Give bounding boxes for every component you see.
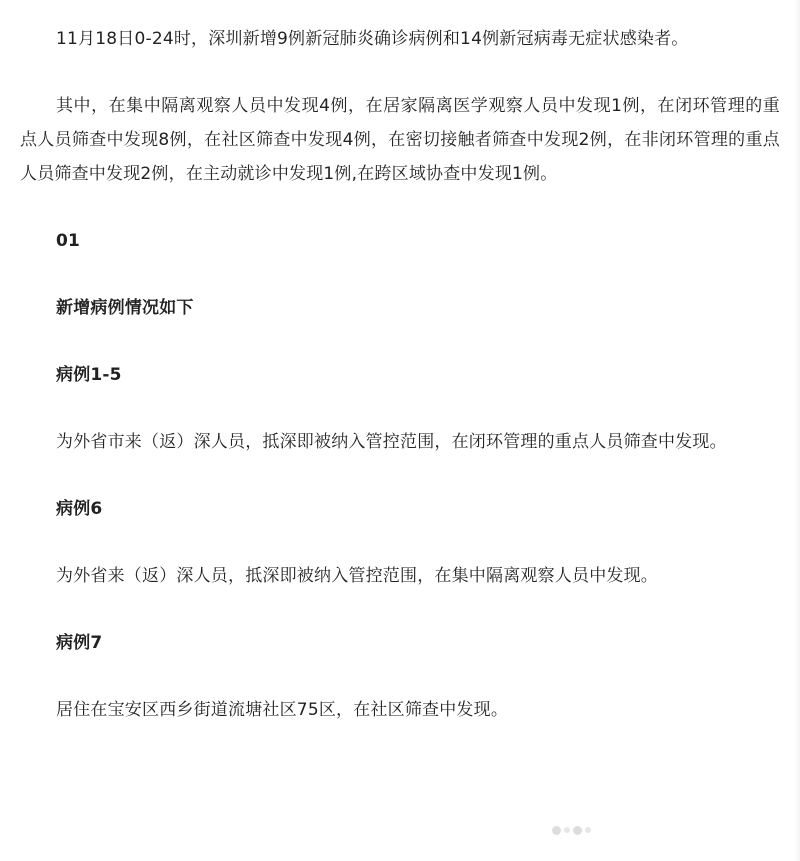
case-1-5-title: 病例1-5 bbox=[56, 365, 122, 385]
watermark-dot-icon bbox=[585, 827, 591, 833]
case-7-text: 居住在宝安区西乡街道流塘社区75区，在社区筛查中发现。 bbox=[56, 700, 509, 720]
case-7-title: 病例7 bbox=[56, 633, 103, 653]
watermark-dot-icon bbox=[564, 827, 570, 833]
section-title: 新增病例情况如下 bbox=[56, 298, 194, 318]
article-body bbox=[20, 22, 780, 760]
watermark-dot-icon bbox=[573, 826, 582, 835]
breakdown-paragraph: 其中，在集中隔离观察人员中发现4例，在居家隔离医学观察人员中发现1例，在闭环管理的重点人员筛查中发现8例，在社区筛查中发现4例，在密切接触者筛查中发现2例，在非闭环管理的重点人员筛查中发现2例，在主动就诊中发现1例,在跨区域协查中发现1例。 bbox=[20, 96, 780, 184]
watermark-dot-icon bbox=[552, 826, 561, 835]
case-1-5-text: 为外省市来（返）深人员，抵深即被纳入管控范围，在闭环管理的重点人员筛查中发现。 bbox=[56, 432, 727, 452]
watermark-logo bbox=[552, 818, 610, 842]
page-edge-shadow bbox=[794, 0, 800, 861]
section-number: 01 bbox=[56, 231, 81, 251]
case-6-title: 病例6 bbox=[56, 499, 103, 519]
summary-paragraph: 11月18日0-24时，深圳新增9例新冠肺炎确诊病例和14例新冠病毒无症状感染者。 bbox=[56, 29, 689, 49]
case-6-text: 为外省来（返）深人员，抵深即被纳入管控范围，在集中隔离观察人员中发现。 bbox=[56, 566, 658, 586]
